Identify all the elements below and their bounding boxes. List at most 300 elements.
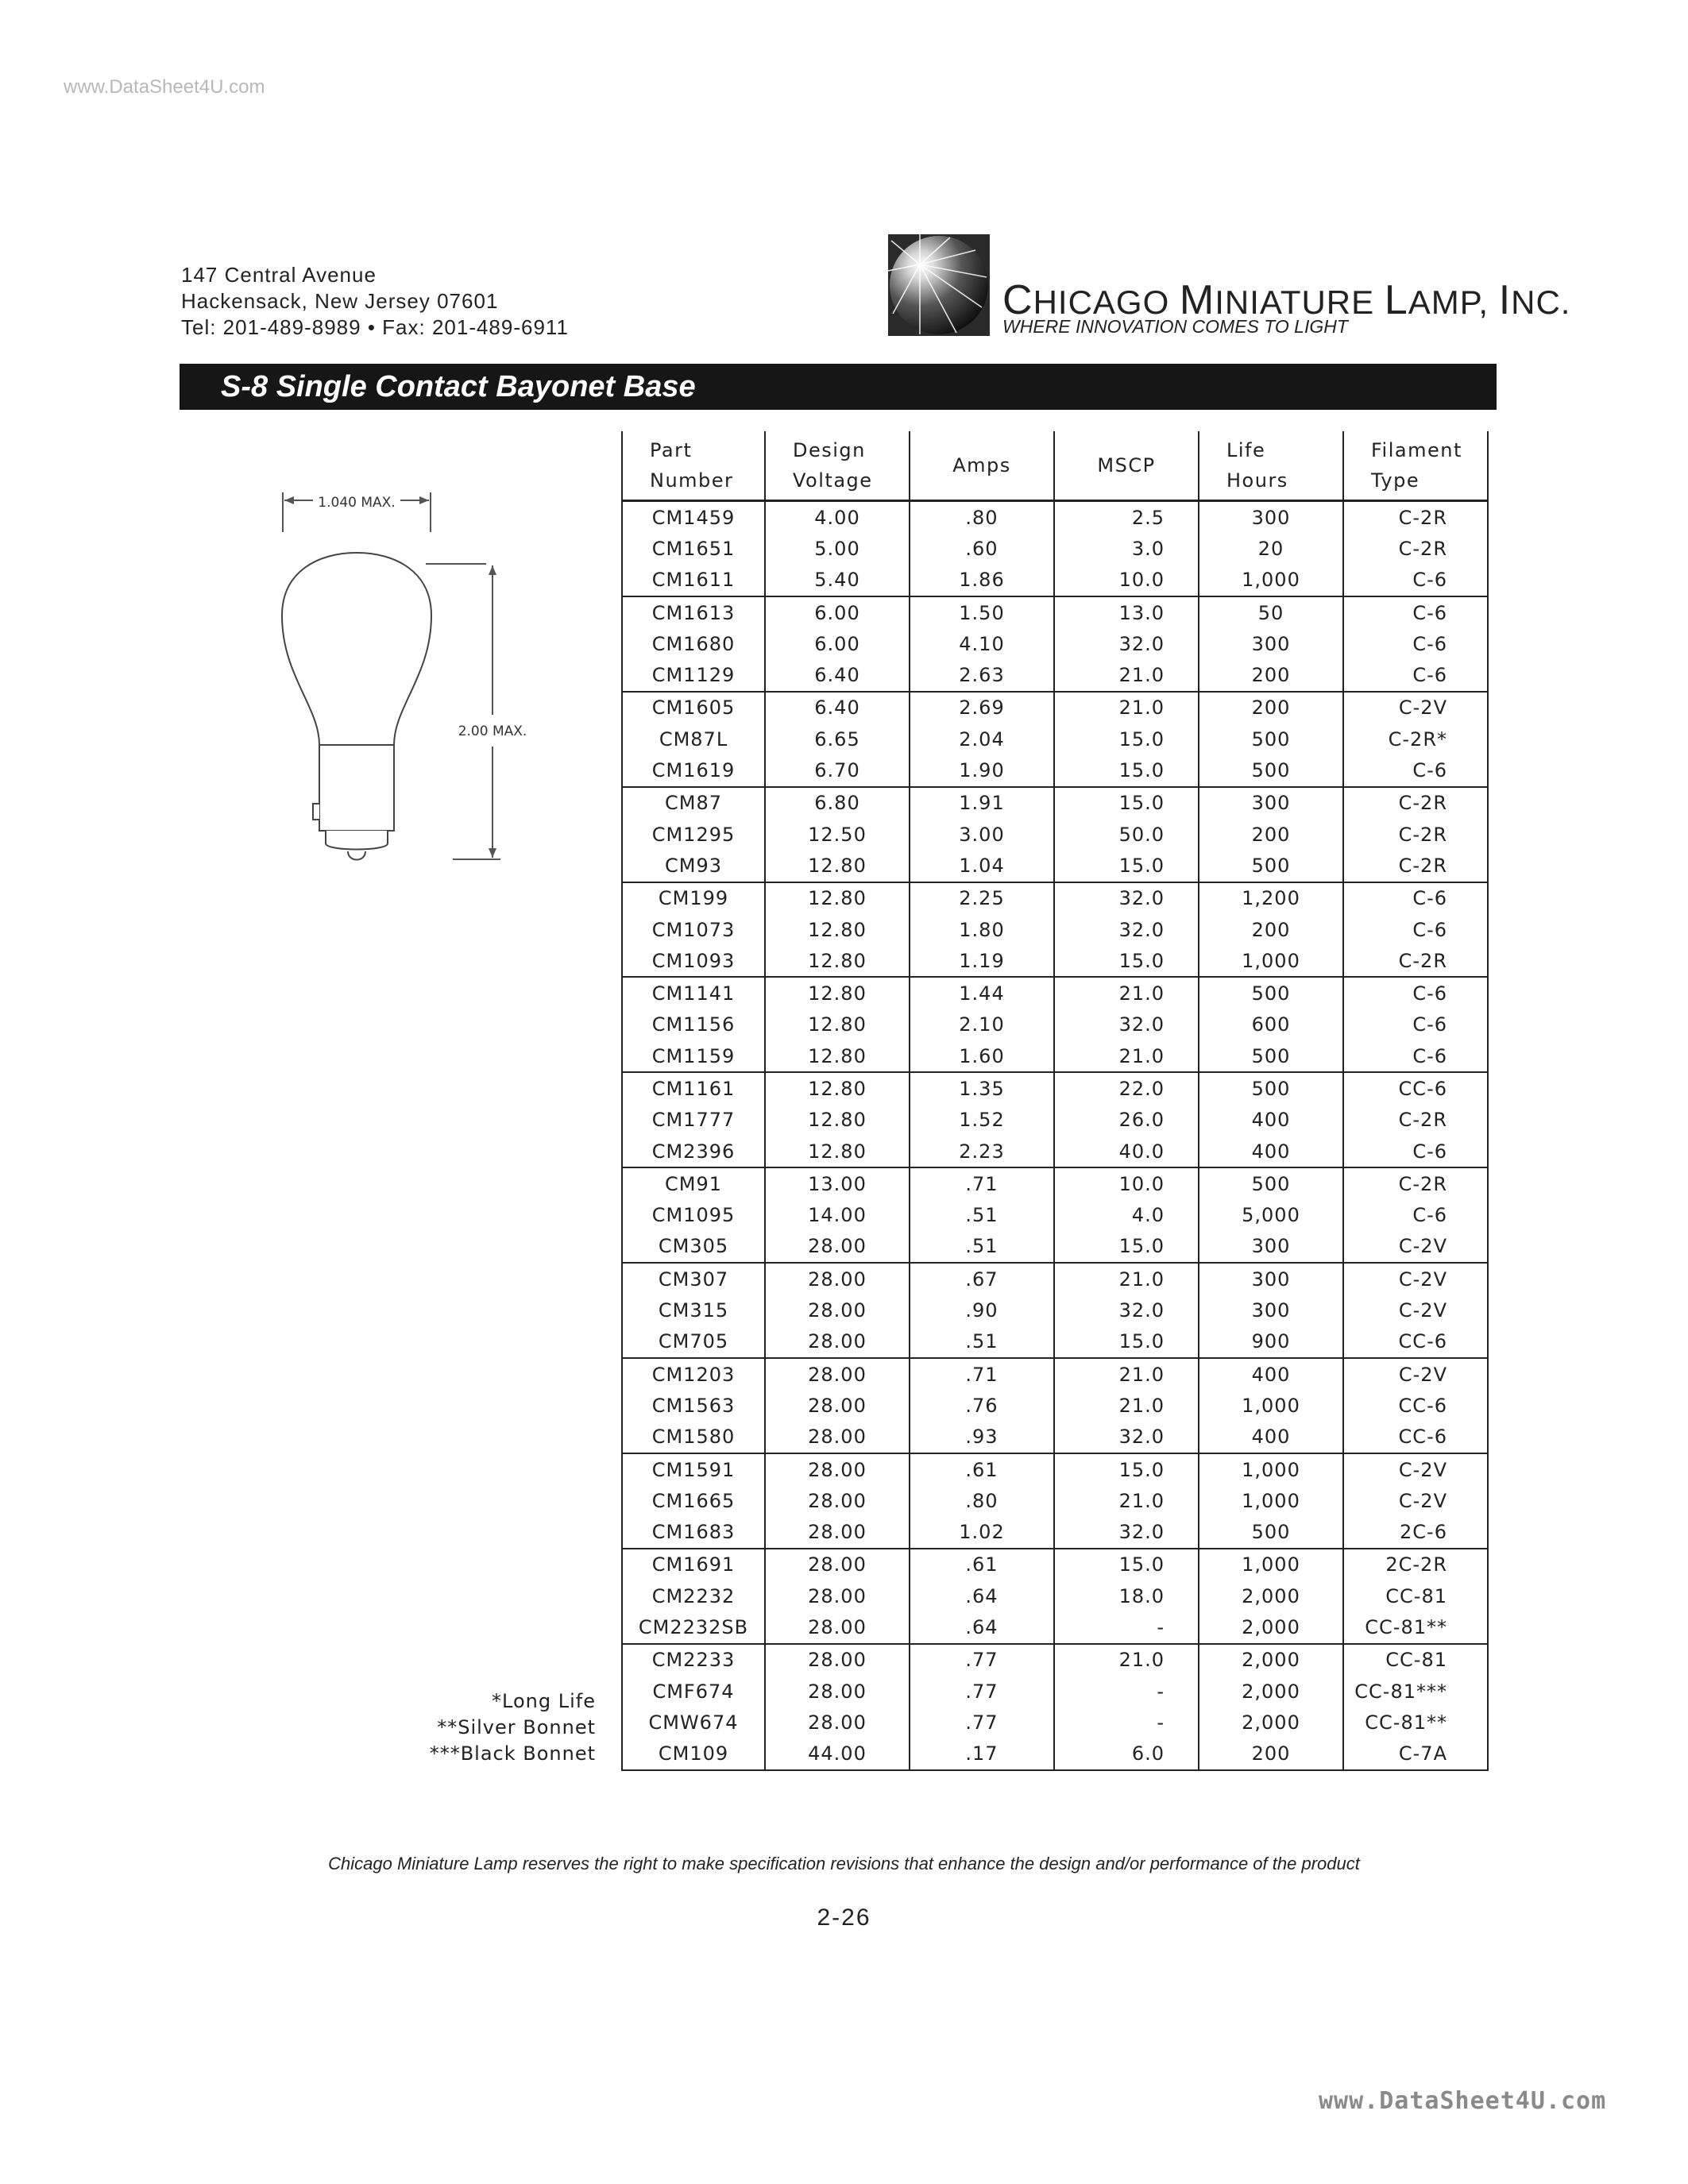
table-row <box>622 819 1488 850</box>
lamp-bulb-outline <box>282 553 431 860</box>
cell-filament-type: C-2R <box>1343 945 1488 977</box>
cell-life-hours: 400 <box>1199 1422 1343 1453</box>
cell-filament-type: CC-81*** <box>1343 1676 1488 1707</box>
cell-design-voltage: 28.00 <box>765 1517 910 1549</box>
cell-part-number: CM1141 <box>622 977 765 1009</box>
cell-design-voltage: 12.80 <box>765 882 910 914</box>
cell-amps: 2.69 <box>910 692 1054 723</box>
cell-mscp: 21.0 <box>1054 977 1199 1009</box>
table-row <box>622 1326 1488 1358</box>
cell-part-number: CM1095 <box>622 1200 765 1231</box>
cell-life-hours: 5,000 <box>1199 1200 1343 1231</box>
cell-life-hours: 200 <box>1199 914 1343 945</box>
table-row <box>622 1453 1488 1485</box>
table-row <box>622 1200 1488 1231</box>
cell-amps: 1.80 <box>910 914 1054 945</box>
header-life-hours: Life Hours <box>1199 431 1343 501</box>
cell-life-hours: 2,000 <box>1199 1644 1343 1676</box>
cell-part-number: CM1093 <box>622 945 765 977</box>
cell-design-voltage: 28.00 <box>765 1263 910 1295</box>
cell-filament-type: C-6 <box>1343 1009 1488 1040</box>
cell-filament-type: C-2V <box>1343 692 1488 723</box>
table-row <box>622 1707 1488 1738</box>
cell-design-voltage: 28.00 <box>765 1295 910 1325</box>
cell-filament-type: C-2R* <box>1343 723 1488 754</box>
cell-amps: 1.60 <box>910 1040 1054 1072</box>
watermark-bottom: www.DataSheet4U.com <box>1319 2087 1607 2115</box>
table-row <box>622 1422 1488 1453</box>
cell-design-voltage: 28.00 <box>765 1422 910 1453</box>
cell-mscp: 4.0 <box>1054 1200 1199 1231</box>
cell-design-voltage: 6.40 <box>765 692 910 723</box>
cell-part-number: CM2232 <box>622 1580 765 1611</box>
cell-life-hours: 2,000 <box>1199 1580 1343 1611</box>
cell-life-hours: 1,000 <box>1199 945 1343 977</box>
cell-part-number: CM1691 <box>622 1549 765 1580</box>
lamp-dimension-drawing <box>262 477 564 889</box>
cell-amps: .77 <box>910 1644 1054 1676</box>
cell-life-hours: 1,000 <box>1199 565 1343 596</box>
cell-part-number: CM1619 <box>622 754 765 786</box>
cell-design-voltage: 6.80 <box>765 787 910 819</box>
cell-filament-type: C-2V <box>1343 1231 1488 1263</box>
cell-amps: .76 <box>910 1390 1054 1421</box>
address-street: 147 Central Avenue <box>181 263 377 287</box>
cell-filament-type: C-2R <box>1343 1167 1488 1199</box>
cell-life-hours: 300 <box>1199 787 1343 819</box>
cell-life-hours: 500 <box>1199 754 1343 786</box>
height-dimension-label: 2.00 MAX. <box>458 723 527 739</box>
table-row <box>622 1676 1488 1707</box>
cell-part-number: CM87L <box>622 723 765 754</box>
cell-life-hours: 1,000 <box>1199 1453 1343 1485</box>
cell-amps: 2.04 <box>910 723 1054 754</box>
cell-part-number: CM1159 <box>622 1040 765 1072</box>
cell-filament-type: C-2R <box>1343 850 1488 882</box>
cell-design-voltage: 13.00 <box>765 1167 910 1199</box>
table-row <box>622 754 1488 786</box>
header-part-number: Part Number <box>622 431 765 501</box>
cell-life-hours: 500 <box>1199 1072 1343 1104</box>
cell-design-voltage: 44.00 <box>765 1738 910 1770</box>
table-row <box>622 1738 1488 1770</box>
cell-amps: .64 <box>910 1580 1054 1611</box>
note-black-bonnet: ***Black Bonnet <box>429 1742 596 1765</box>
cell-life-hours: 500 <box>1199 850 1343 882</box>
cell-design-voltage: 4.00 <box>765 501 910 534</box>
cell-filament-type: C-6 <box>1343 977 1488 1009</box>
cell-life-hours: 400 <box>1199 1105 1343 1136</box>
cell-part-number: CM305 <box>622 1231 765 1263</box>
cell-filament-type: C-2V <box>1343 1358 1488 1390</box>
cell-amps: 2.25 <box>910 882 1054 914</box>
cell-life-hours: 200 <box>1199 692 1343 723</box>
cell-amps: .51 <box>910 1326 1054 1358</box>
table-row <box>622 1390 1488 1421</box>
cell-filament-type: C-7A <box>1343 1738 1488 1770</box>
cell-amps: 4.10 <box>910 628 1054 659</box>
cell-part-number: CM1129 <box>622 659 765 691</box>
cell-mscp: - <box>1054 1611 1199 1643</box>
cell-design-voltage: 6.40 <box>765 659 910 691</box>
cell-life-hours: 1,000 <box>1199 1390 1343 1421</box>
cell-filament-type: 2C-2R <box>1343 1549 1488 1580</box>
company-logo-icon <box>888 234 990 336</box>
table-row <box>622 1580 1488 1611</box>
cell-life-hours: 200 <box>1199 819 1343 850</box>
cell-life-hours: 2,000 <box>1199 1707 1343 1738</box>
table-row <box>622 1167 1488 1199</box>
cell-part-number: CM1605 <box>622 692 765 723</box>
cell-filament-type: CC-6 <box>1343 1072 1488 1104</box>
cell-part-number: CM1156 <box>622 1009 765 1040</box>
cell-part-number: CM1665 <box>622 1485 765 1516</box>
cell-amps: 1.91 <box>910 787 1054 819</box>
table-row <box>622 1517 1488 1549</box>
footnotes <box>302 1688 596 1767</box>
table-row <box>622 1040 1488 1072</box>
cell-part-number: CM2232SB <box>622 1611 765 1643</box>
table-row <box>622 787 1488 819</box>
cell-amps: .61 <box>910 1453 1054 1485</box>
cell-filament-type: C-2R <box>1343 787 1488 819</box>
spec-table-body <box>622 501 1488 1770</box>
cell-design-voltage: 5.00 <box>765 533 910 564</box>
cell-filament-type: C-2R <box>1343 819 1488 850</box>
cell-life-hours: 1,000 <box>1199 1549 1343 1580</box>
cell-amps: 1.50 <box>910 596 1054 628</box>
cell-part-number: CM315 <box>622 1295 765 1325</box>
cell-design-voltage: 28.00 <box>765 1485 910 1516</box>
cell-part-number: CM1203 <box>622 1358 765 1390</box>
cell-mscp: 15.0 <box>1054 754 1199 786</box>
cell-filament-type: C-6 <box>1343 659 1488 691</box>
cell-mscp: 21.0 <box>1054 1644 1199 1676</box>
cell-life-hours: 300 <box>1199 1263 1343 1295</box>
cell-mscp: 32.0 <box>1054 1517 1199 1549</box>
cell-design-voltage: 28.00 <box>765 1453 910 1485</box>
cell-life-hours: 300 <box>1199 501 1343 534</box>
cell-life-hours: 500 <box>1199 977 1343 1009</box>
table-row <box>622 850 1488 882</box>
table-row <box>622 1009 1488 1040</box>
cell-filament-type: CC-6 <box>1343 1390 1488 1421</box>
cell-amps: .90 <box>910 1295 1054 1325</box>
cell-part-number: CM1683 <box>622 1517 765 1549</box>
page-number: 2-26 <box>817 1904 871 1931</box>
table-row <box>622 1485 1488 1516</box>
header-design-voltage: Design Voltage <box>765 431 910 501</box>
cell-life-hours: 2,000 <box>1199 1611 1343 1643</box>
cell-filament-type: C-2V <box>1343 1485 1488 1516</box>
cell-amps: 2.10 <box>910 1009 1054 1040</box>
cell-design-voltage: 28.00 <box>765 1580 910 1611</box>
cell-amps: 1.19 <box>910 945 1054 977</box>
table-row <box>622 914 1488 945</box>
table-row <box>622 1644 1488 1676</box>
cell-amps: 1.35 <box>910 1072 1054 1104</box>
header-filament-type: Filament Type <box>1343 431 1488 501</box>
cell-design-voltage: 6.65 <box>765 723 910 754</box>
cell-design-voltage: 12.80 <box>765 1040 910 1072</box>
cell-life-hours: 300 <box>1199 1231 1343 1263</box>
cell-design-voltage: 28.00 <box>765 1358 910 1390</box>
cell-design-voltage: 12.50 <box>765 819 910 850</box>
cell-mscp: 6.0 <box>1054 1738 1199 1770</box>
cell-mscp: 15.0 <box>1054 787 1199 819</box>
cell-filament-type: C-2V <box>1343 1453 1488 1485</box>
cell-filament-type: C-2V <box>1343 1263 1488 1295</box>
cell-mscp: 26.0 <box>1054 1105 1199 1136</box>
cell-amps: .61 <box>910 1549 1054 1580</box>
cell-amps: 1.90 <box>910 754 1054 786</box>
cell-mscp: 18.0 <box>1054 1580 1199 1611</box>
cell-part-number: CM109 <box>622 1738 765 1770</box>
company-tagline: WHERE INNOVATION COMES TO LIGHT <box>1002 316 1348 337</box>
cell-part-number: CM199 <box>622 882 765 914</box>
table-row <box>622 565 1488 596</box>
cell-design-voltage: 28.00 <box>765 1611 910 1643</box>
cell-mscp: 15.0 <box>1054 1326 1199 1358</box>
cell-amps: .80 <box>910 501 1054 534</box>
title-bar <box>180 364 1497 410</box>
cell-filament-type: C-6 <box>1343 1136 1488 1167</box>
cell-filament-type: C-2R <box>1343 533 1488 564</box>
cell-mscp: 32.0 <box>1054 1295 1199 1325</box>
cell-part-number: CM1651 <box>622 533 765 564</box>
cell-part-number: CM1459 <box>622 501 765 534</box>
cell-mscp: - <box>1054 1676 1199 1707</box>
cell-life-hours: 600 <box>1199 1009 1343 1040</box>
note-long-life: *Long Life <box>492 1690 596 1712</box>
cell-mscp: 21.0 <box>1054 1485 1199 1516</box>
cell-design-voltage: 28.00 <box>765 1676 910 1707</box>
cell-filament-type: CC-6 <box>1343 1326 1488 1358</box>
cell-life-hours: 500 <box>1199 723 1343 754</box>
cell-amps: .77 <box>910 1707 1054 1738</box>
cell-filament-type: 2C-6 <box>1343 1517 1488 1549</box>
cell-life-hours: 2,000 <box>1199 1676 1343 1707</box>
cell-life-hours: 400 <box>1199 1358 1343 1390</box>
cell-filament-type: C-2R <box>1343 501 1488 534</box>
cell-mscp: 3.0 <box>1054 533 1199 564</box>
cell-mscp: 21.0 <box>1054 1040 1199 1072</box>
table-row <box>622 977 1488 1009</box>
cell-amps: .67 <box>910 1263 1054 1295</box>
table-row <box>622 1611 1488 1643</box>
cell-amps: 1.02 <box>910 1517 1054 1549</box>
cell-amps: .60 <box>910 533 1054 564</box>
cell-mscp: 32.0 <box>1054 914 1199 945</box>
table-row <box>622 723 1488 754</box>
cell-part-number: CMW674 <box>622 1707 765 1738</box>
cell-filament-type: C-6 <box>1343 596 1488 628</box>
company-address <box>181 262 569 341</box>
note-silver-bonnet: **Silver Bonnet <box>437 1716 596 1738</box>
cell-amps: 1.52 <box>910 1105 1054 1136</box>
cell-filament-type: C-6 <box>1343 882 1488 914</box>
cell-part-number: CM1680 <box>622 628 765 659</box>
cell-part-number: CM1591 <box>622 1453 765 1485</box>
cell-amps: 1.86 <box>910 565 1054 596</box>
header-mscp: MSCP <box>1054 431 1199 501</box>
cell-part-number: CM87 <box>622 787 765 819</box>
cell-design-voltage: 5.40 <box>765 565 910 596</box>
cell-part-number: CMF674 <box>622 1676 765 1707</box>
cell-mscp: 40.0 <box>1054 1136 1199 1167</box>
cell-part-number: CM1580 <box>622 1422 765 1453</box>
cell-design-voltage: 28.00 <box>765 1390 910 1421</box>
cell-part-number: CM2396 <box>622 1136 765 1167</box>
cell-mscp: 15.0 <box>1054 1231 1199 1263</box>
cell-design-voltage: 12.80 <box>765 977 910 1009</box>
cell-amps: .77 <box>910 1676 1054 1707</box>
address-phone-fax: Tel: 201-489-8989 • Fax: 201-489-6911 <box>181 315 569 339</box>
cell-life-hours: 200 <box>1199 1738 1343 1770</box>
table-row <box>622 882 1488 914</box>
cell-filament-type: C-2R <box>1343 1105 1488 1136</box>
cell-mscp: 32.0 <box>1054 628 1199 659</box>
cell-life-hours: 900 <box>1199 1326 1343 1358</box>
cell-filament-type: CC-81** <box>1343 1611 1488 1643</box>
company-name: CHICAGO MINIATURE LAMP, INC. <box>1002 277 1571 323</box>
cell-mscp: 32.0 <box>1054 882 1199 914</box>
cell-design-voltage: 28.00 <box>765 1644 910 1676</box>
table-row <box>622 1105 1488 1136</box>
cell-design-voltage: 12.80 <box>765 945 910 977</box>
cell-life-hours: 50 <box>1199 596 1343 628</box>
cell-design-voltage: 12.80 <box>765 1105 910 1136</box>
cell-mscp: 10.0 <box>1054 1167 1199 1199</box>
table-row <box>622 1295 1488 1325</box>
cell-mscp: 22.0 <box>1054 1072 1199 1104</box>
cell-mscp: 13.0 <box>1054 596 1199 628</box>
cell-filament-type: C-6 <box>1343 1200 1488 1231</box>
table-row <box>622 628 1488 659</box>
cell-part-number: CM2233 <box>622 1644 765 1676</box>
cell-part-number: CM93 <box>622 850 765 882</box>
width-dimension-label: 1.040 MAX. <box>318 495 396 511</box>
cell-design-voltage: 12.80 <box>765 1072 910 1104</box>
cell-mscp: 21.0 <box>1054 1263 1199 1295</box>
table-row <box>622 1263 1488 1295</box>
table-row <box>622 1136 1488 1167</box>
cell-amps: .71 <box>910 1167 1054 1199</box>
table-row <box>622 1072 1488 1104</box>
cell-mscp: 21.0 <box>1054 1358 1199 1390</box>
cell-filament-type: C-6 <box>1343 914 1488 945</box>
cell-life-hours: 1,000 <box>1199 1485 1343 1516</box>
cell-amps: .80 <box>910 1485 1054 1516</box>
cell-amps: .71 <box>910 1358 1054 1390</box>
cell-filament-type: C-6 <box>1343 565 1488 596</box>
cell-life-hours: 500 <box>1199 1517 1343 1549</box>
cell-amps: 2.23 <box>910 1136 1054 1167</box>
cell-mscp: 21.0 <box>1054 1390 1199 1421</box>
cell-design-voltage: 14.00 <box>765 1200 910 1231</box>
cell-part-number: CM1611 <box>622 565 765 596</box>
address-city: Hackensack, New Jersey 07601 <box>181 289 499 313</box>
cell-design-voltage: 28.00 <box>765 1549 910 1580</box>
cell-life-hours: 300 <box>1199 1295 1343 1325</box>
cell-filament-type: C-6 <box>1343 1040 1488 1072</box>
cell-mscp: 15.0 <box>1054 723 1199 754</box>
disclaimer: Chicago Miniature Lamp reserves the right to make specification revisions that enhance the design and/or performance of the product <box>328 1854 1360 1873</box>
cell-amps: .17 <box>910 1738 1054 1770</box>
cell-design-voltage: 6.00 <box>765 596 910 628</box>
cell-design-voltage: 28.00 <box>765 1707 910 1738</box>
cell-design-voltage: 12.80 <box>765 1136 910 1167</box>
cell-mscp: 15.0 <box>1054 945 1199 977</box>
cell-design-voltage: 6.70 <box>765 754 910 786</box>
table-row <box>622 945 1488 977</box>
cell-life-hours: 200 <box>1199 659 1343 691</box>
table-row <box>622 659 1488 691</box>
cell-design-voltage: 12.80 <box>765 914 910 945</box>
table-row <box>622 692 1488 723</box>
cell-design-voltage: 28.00 <box>765 1326 910 1358</box>
cell-amps: .93 <box>910 1422 1054 1453</box>
cell-life-hours: 20 <box>1199 533 1343 564</box>
cell-part-number: CM1295 <box>622 819 765 850</box>
cell-part-number: CM91 <box>622 1167 765 1199</box>
cell-mscp: 32.0 <box>1054 1422 1199 1453</box>
cell-filament-type: CC-81 <box>1343 1580 1488 1611</box>
cell-design-voltage: 12.80 <box>765 1009 910 1040</box>
watermark-top: www.DataSheet4U.com <box>64 76 265 98</box>
table-row <box>622 533 1488 564</box>
table-row <box>622 1358 1488 1390</box>
cell-part-number: CM705 <box>622 1326 765 1358</box>
cell-amps: .64 <box>910 1611 1054 1643</box>
table-header-row <box>622 431 1488 501</box>
cell-mscp: 2.5 <box>1054 501 1199 534</box>
cell-amps: .51 <box>910 1200 1054 1231</box>
table-row <box>622 1231 1488 1263</box>
cell-mscp: 10.0 <box>1054 565 1199 596</box>
header-amps: Amps <box>910 431 1054 501</box>
cell-filament-type: C-2V <box>1343 1295 1488 1325</box>
page-title: S-8 Single Contact Bayonet Base <box>221 370 696 403</box>
cell-amps: 1.44 <box>910 977 1054 1009</box>
cell-part-number: CM1613 <box>622 596 765 628</box>
cell-amps: .51 <box>910 1231 1054 1263</box>
cell-filament-type: C-6 <box>1343 754 1488 786</box>
cell-amps: 3.00 <box>910 819 1054 850</box>
cell-life-hours: 1,200 <box>1199 882 1343 914</box>
table-row <box>622 1549 1488 1580</box>
cell-part-number: CM1563 <box>622 1390 765 1421</box>
cell-filament-type: CC-6 <box>1343 1422 1488 1453</box>
cell-life-hours: 300 <box>1199 628 1343 659</box>
cell-amps: 1.04 <box>910 850 1054 882</box>
cell-design-voltage: 12.80 <box>765 850 910 882</box>
cell-life-hours: 500 <box>1199 1167 1343 1199</box>
cell-part-number: CM1073 <box>622 914 765 945</box>
cell-amps: 2.63 <box>910 659 1054 691</box>
cell-design-voltage: 28.00 <box>765 1231 910 1263</box>
cell-part-number: CM1777 <box>622 1105 765 1136</box>
cell-mscp: 32.0 <box>1054 1009 1199 1040</box>
cell-mscp: 15.0 <box>1054 1549 1199 1580</box>
table-row <box>622 596 1488 628</box>
cell-mscp: 50.0 <box>1054 819 1199 850</box>
cell-part-number: CM307 <box>622 1263 765 1295</box>
cell-part-number: CM1161 <box>622 1072 765 1104</box>
cell-mscp: 21.0 <box>1054 659 1199 691</box>
cell-mscp: 21.0 <box>1054 692 1199 723</box>
cell-life-hours: 500 <box>1199 1040 1343 1072</box>
